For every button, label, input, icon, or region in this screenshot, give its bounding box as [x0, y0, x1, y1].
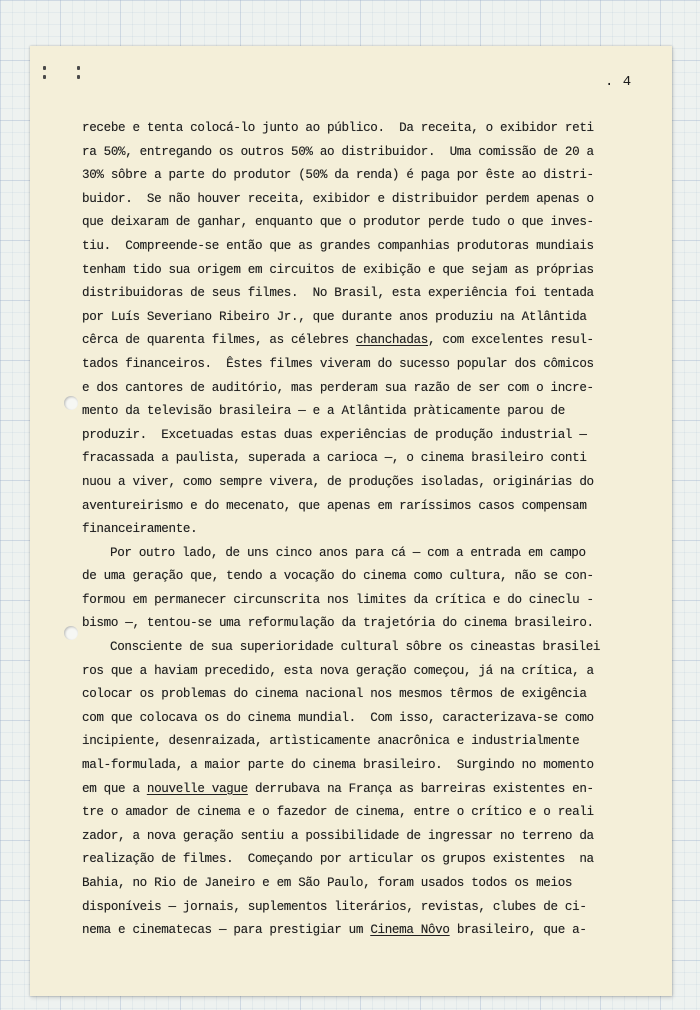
- text-line: de uma geração que, tendo a vocação do cinema como cultura, não se con-: [82, 569, 594, 584]
- text-line: [82, 919, 662, 943]
- text-line: Bahia, no Rio de Janeiro e em São Paulo, foram usados todos os meios: [82, 876, 573, 890]
- text-line: formou em permanecer circunscrita nos limites da crítica e do cineclu -: [82, 592, 594, 607]
- paragraph: [82, 117, 662, 542]
- text-line: por Luís Severiano Ribeiro Jr., que durante anos produziu na Atlântida: [82, 309, 587, 324]
- staple-mark: [77, 66, 80, 70]
- text-line: [82, 778, 662, 802]
- text-line: aventureirismo e do mecenato, que apenas em raríssimos casos compensam: [82, 498, 587, 513]
- text-line: incipiente, desenraizada, artìsticamente anacrônica e industrialmente: [82, 734, 580, 749]
- staple-mark: [43, 66, 46, 70]
- text-line: colocar os problemas do cinema nacional nos mesmos têrmos de exigência: [82, 687, 587, 702]
- text-line: bismo —, tentou-se uma reformulação da trajetória do cinema brasileiro.: [82, 616, 594, 631]
- paragraph: [82, 542, 662, 636]
- text-span: nema e cinematecas — para prestigiar um: [82, 923, 371, 938]
- text-line: ros que a haviam precedido, esta nova geração começou, já na crítica, a: [82, 663, 594, 678]
- staple-mark: [43, 75, 46, 79]
- text-line: mal-formulada, a maior parte do cinema brasileiro. Surgindo no momento: [82, 758, 594, 773]
- text-line: nuou a viver, como sempre vivera, de produções isoladas, originárias do: [82, 474, 594, 489]
- text-line: com que colocava os do cinema mundial. Com isso, caracterizava-se como: [82, 710, 594, 725]
- text-line: tenham tido sua origem em circuitos de exibição e que sejam as próprias: [82, 262, 594, 277]
- text-span: derrubava na França as barreiras existentes en-: [247, 781, 594, 796]
- text-line: e dos cantores de auditório, mas perderam sua razão de ser com o incre-: [82, 380, 594, 395]
- underlined-term: Cinema Nôvo: [370, 923, 450, 938]
- text-line: que deixaram de ganhar, enquanto que o produtor perde tudo o que inves-: [82, 215, 594, 230]
- underlined-term: nouvelle vague: [146, 781, 248, 796]
- text-span: , com excelentes resul-: [427, 333, 594, 348]
- text-line: ra 50%, entregando os outros 50% ao distribuidor. Uma comissão de 20 a: [82, 144, 594, 159]
- text-line: financeiramente.: [82, 522, 198, 537]
- punch-hole: [64, 396, 78, 410]
- paragraph: [82, 636, 662, 943]
- text-span: brasileiro, que a-: [449, 923, 587, 938]
- staple-mark: [77, 75, 80, 79]
- text-line: fracassada a paulista, superada a carioca —, o cinema brasileiro conti: [82, 451, 587, 466]
- text-span: em que a: [82, 781, 147, 796]
- text-line: tre o amador de cinema e o fazedor de cinema, entre o crítico e o reali: [82, 805, 594, 820]
- page-number: . 4: [605, 74, 632, 90]
- text-line: tados financeiros. Êstes filmes viveram do sucesso popular dos cômicos: [82, 356, 594, 371]
- text-line: Consciente de sua superioridade cultural sôbre os cineastas brasilei: [110, 640, 601, 655]
- text-line: disponíveis — jornais, suplementos literários, revistas, clubes de ci-: [82, 899, 587, 914]
- text-line: 30% sôbre a parte do produtor (50% da renda) é paga por êste ao distri-: [82, 168, 594, 183]
- text-line: recebe e tenta colocá-lo junto ao público. Da receita, o exibidor reti: [82, 121, 594, 135]
- underlined-term: chanchadas: [355, 333, 428, 348]
- text-line: [82, 329, 662, 353]
- punch-hole: [64, 626, 78, 640]
- typewritten-page: [30, 46, 672, 996]
- text-line: produzir. Excetuadas estas duas experiências de produção industrial —: [82, 427, 587, 442]
- text-line: realização de filmes. Começando por articular os grupos existentes na: [82, 852, 594, 867]
- text-line: mento da televisão brasileira — e a Atlântida pràticamente parou de: [82, 404, 565, 419]
- text-line: tiu. Compreende-se então que as grandes companhias produtoras mundiais: [82, 238, 594, 253]
- text-span: cêrca de quarenta filmes, as célebres: [82, 333, 356, 348]
- text-line: distribuidoras de seus filmes. No Brasil, esta experiência foi tentada: [82, 286, 594, 301]
- text-line: zador, a nova geração sentiu a possibilidade de ingressar no terreno da: [82, 828, 594, 843]
- text-line: Por outro lado, de uns cinco anos para cá — com a entrada em campo: [110, 545, 586, 560]
- text-line: buidor. Se não houver receita, exibidor e distribuidor perdem apenas o: [82, 191, 594, 206]
- body-text: [82, 117, 662, 943]
